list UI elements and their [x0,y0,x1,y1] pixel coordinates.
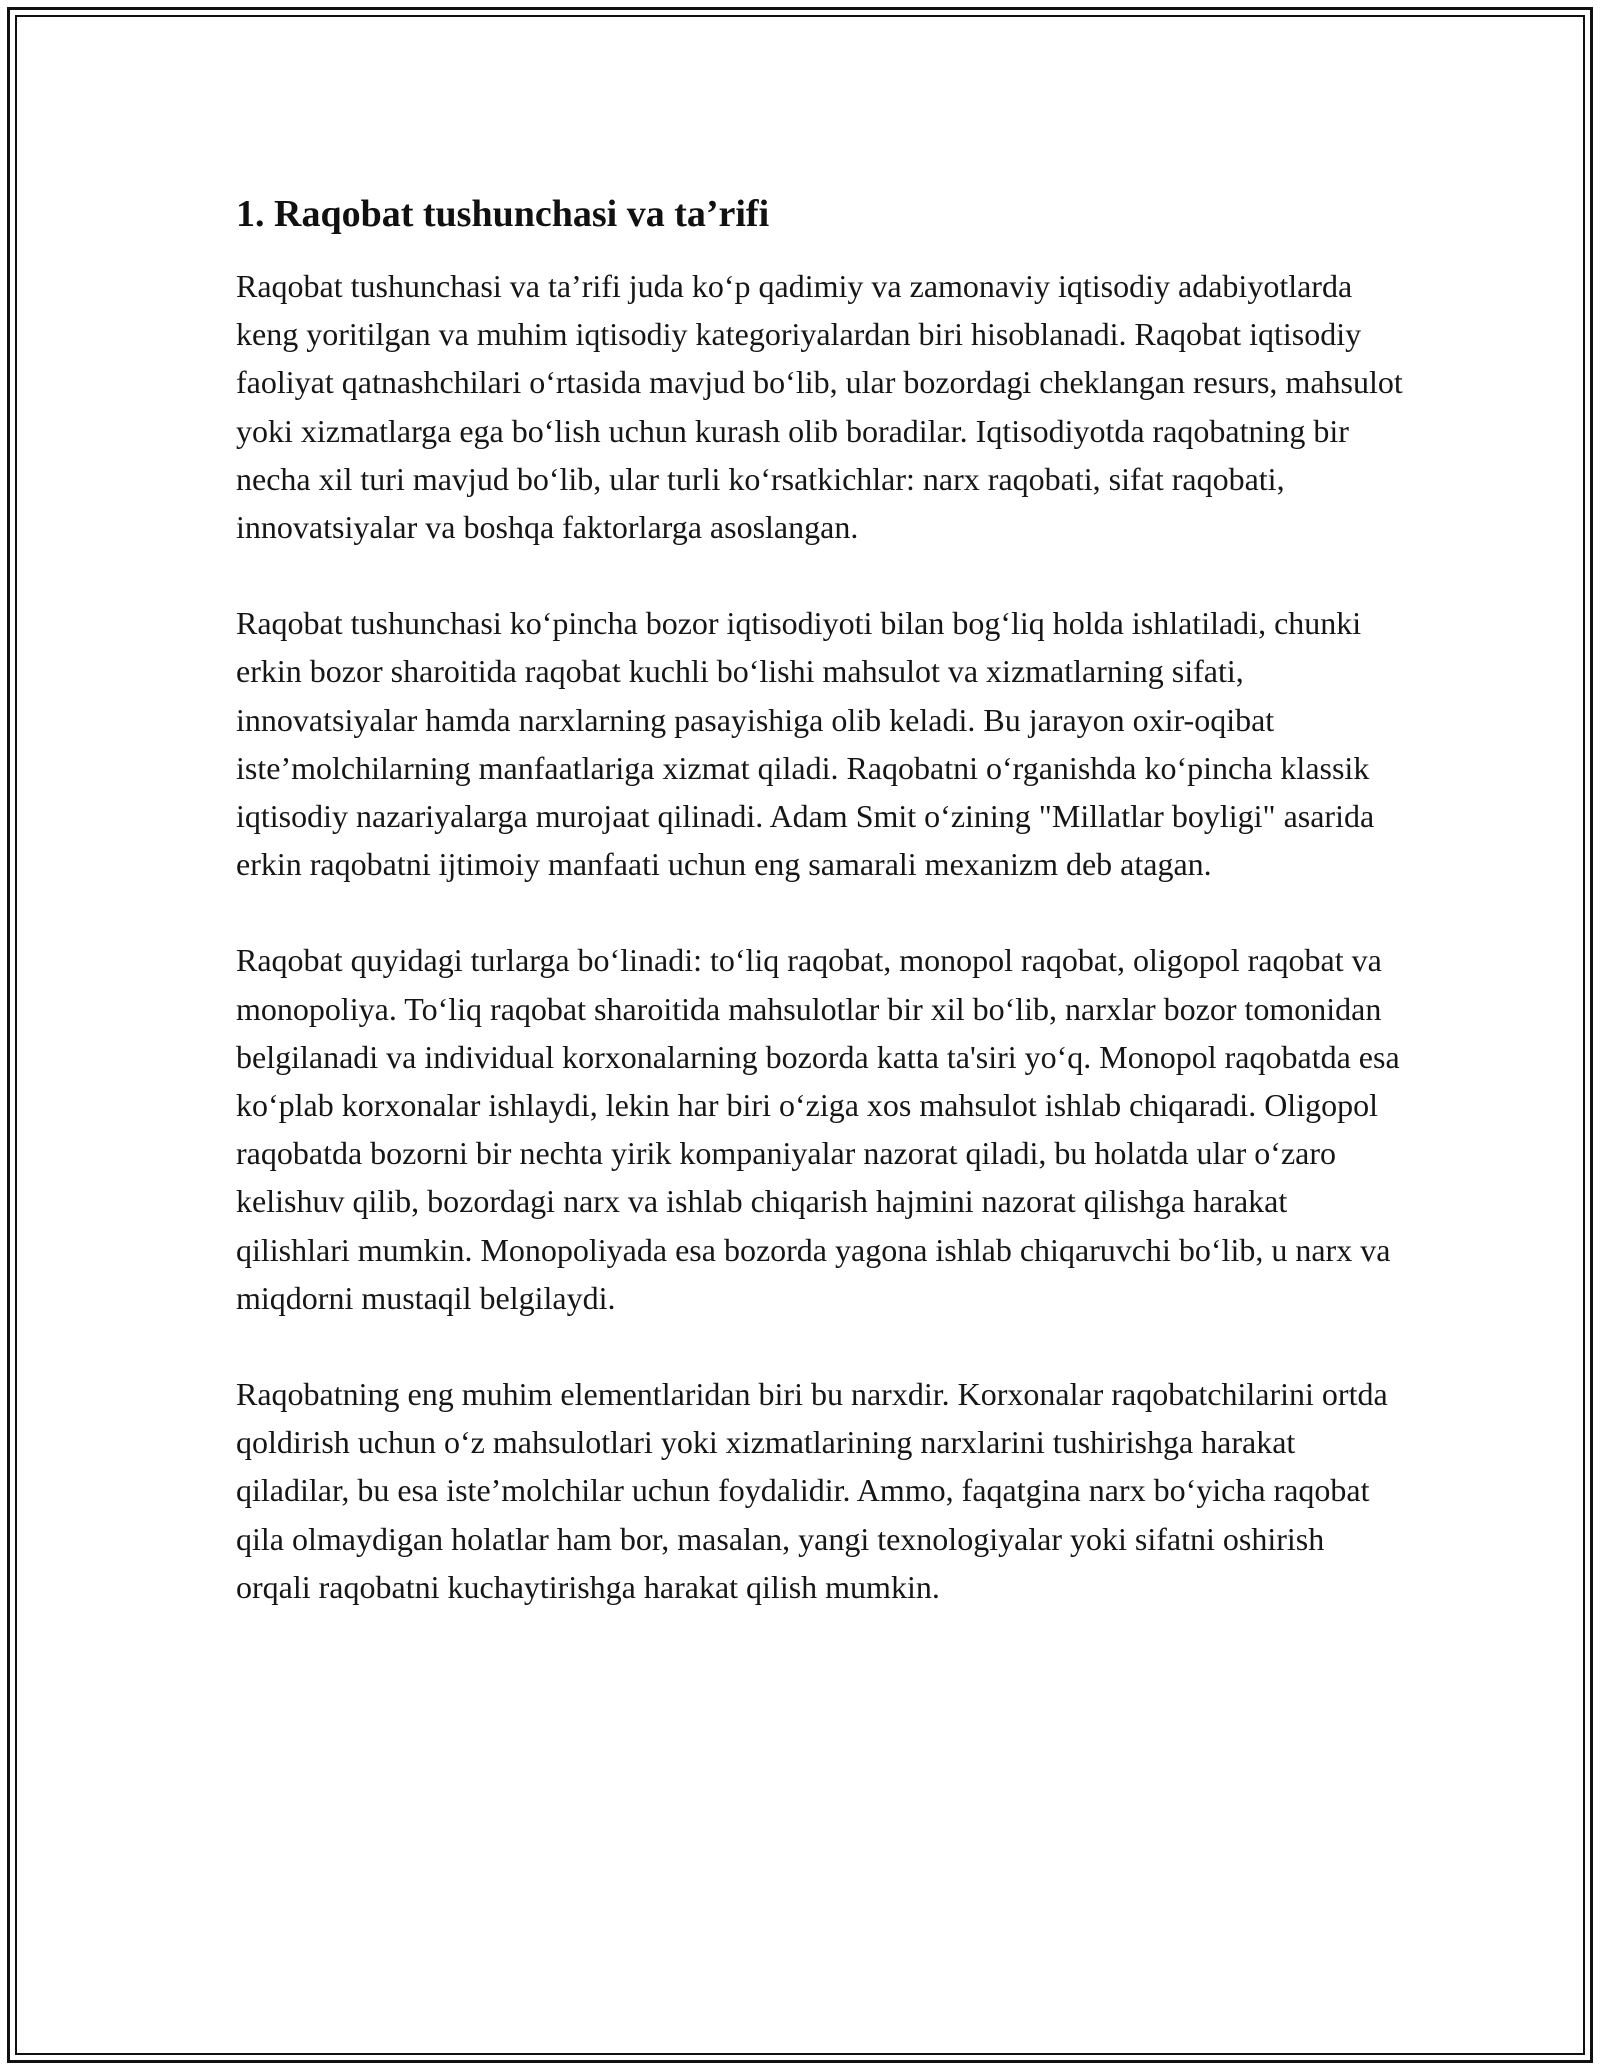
paragraph-2: Raqobat tushunchasi ko‘pincha bozor iqtisodiyoti bilan bog‘liq holda ishlatiladi, chunki erkin bozor sharoitida raqobat kuchli bo‘lishi mahsulot va xizmatlarning sifati, innovatsiyalar hamda narxlarning pasayishiga olib keladi. Bu jarayon oxir-oqibat iste’molchilarning manfaatlariga xizmat qiladi. Raqobatni o‘rganishda ko‘pincha klassik iqtisodiy nazariyalarga murojaat qilinadi. Adam Smit o‘zining "Millatlar boyligi" asarida erkin raqobatni ijtimoiy manfaati uchun eng samarali mexanizm deb atagan. [236,605,1375,883]
paragraph-3: Raqobat quyidagi turlarga bo‘linadi: to‘liq raqobat, monopol raqobat, oligopol raqobat va monopoliya. To‘liq raqobat sharoitida mahsulotlar bir xil bo‘lib, narxlar bozor tomonidan belgilanadi va individual korxonalarning bozorda katta ta'siri yo‘q. Monopol raqobatda esa ko‘plab korxonalar ishlaydi, lekin har biri o‘ziga xos mahsulot ishlab chiqaradi. Oligopol raqobatda bozorni bir nechta yirik kompaniyalar nazorat qiladi, bu holatda ular o‘zaro kelishuv qilib, bozordagi narx va ishlab chiqarish hajmini nazorat qilishga harakat qilishlari mumkin. Monopoliyada esa bozorda yagona ishlab chiqaruvchi bo‘lib, u narx va miqdorni mustaqil belgilaydi. [236,942,1400,1316]
paragraph-4: Raqobatning eng muhim elementlaridan biri bu narxdir. Korxonalar raqobatchilarini ortda qoldirish uchun o‘z mahsulotlari yoki xizmatlarining narxlarini tushirishga harakat qiladilar, bu esa iste’molchilar uchun foydalidir. Ammo, faqatgina narx bo‘yicha raqobat qila olmaydigan holatlar ham bor, masalan, yangi texnologiyalar yoki sifatni oshirish orqali raqobatni kuchaytirishga harakat qilish mumkin. [236,1376,1388,1605]
document-body [236,188,1406,1659]
section-heading: 1. Raqobat tushunchasi va ta’rifi [236,193,770,235]
paragraph-1: Raqobat tushunchasi va ta’rifi juda ko‘p qadimiy va zamonaviy iqtisodiy adabiyotlarda keng yoritilgan va muhim iqtisodiy kategoriyalardan biri hisoblanadi. Raqobat iqtisodiy faoliyat qatnashchilari o‘rtasida mavjud bo‘lib, ular bozordagi cheklangan resurs, mahsulot yoki xizmatlarga ega bo‘lish uchun kurash olib boradilar. Iqtisodiyotda raqobatning bir necha xil turi mavjud bo‘lib, ular turli ko‘rsatkichlar: narx raqobati, sifat raqobati, innovatsiyalar va boshqa faktorlarga asoslangan. [236,268,1403,546]
